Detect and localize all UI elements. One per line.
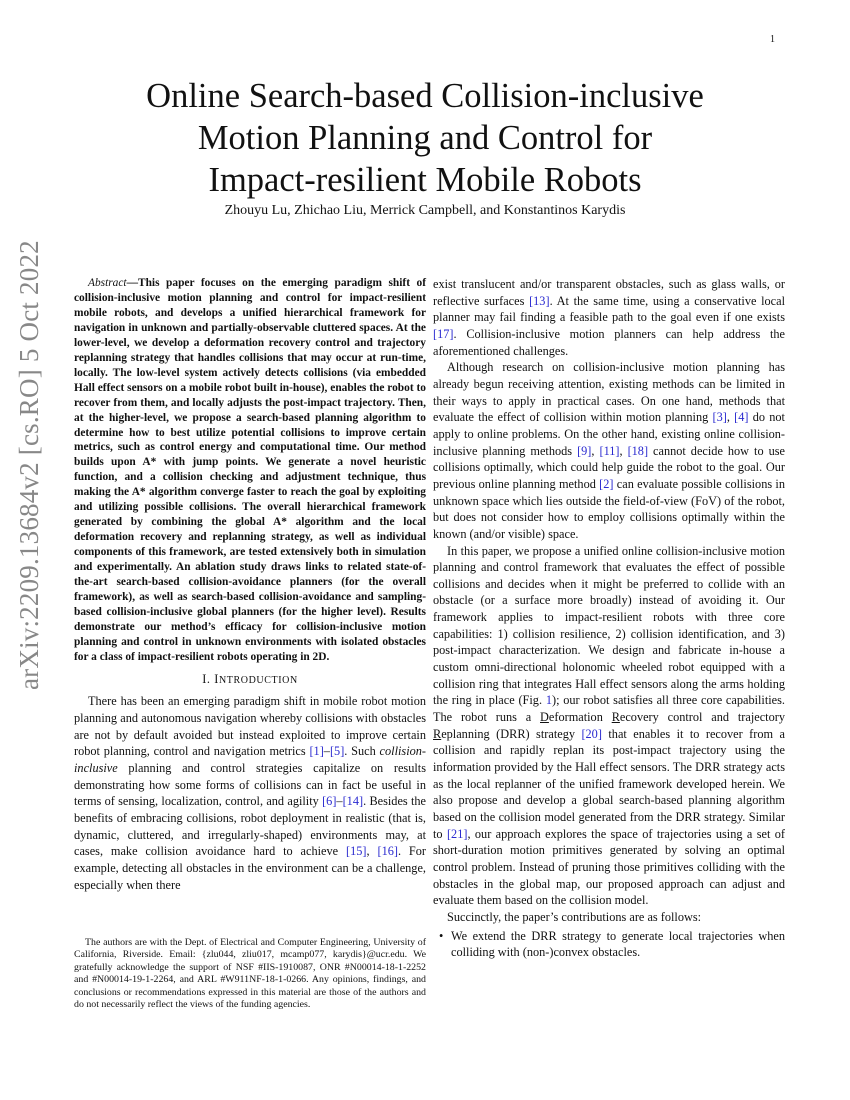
figure-reference-link[interactable]: 1 <box>545 693 552 708</box>
citation-link[interactable]: [14] <box>342 794 364 809</box>
text-run: . For example, detecting all obstacles in the environment can be a challenge, especially when there <box>74 844 427 892</box>
abstract-label: Abstract <box>88 277 127 289</box>
section-numeral: I. <box>202 671 215 686</box>
contribution-item: • We extend the DRR strategy to generate local trajectories when colliding with (non-)convex obstacles. <box>451 928 785 961</box>
text-run: In this paper, we propose a unified online collision-inclusive motion planning and control framework that evaluates the effect of possible collisions and decides when it might be preferred to collide with an obstacle (or a surface more broadly) instead of avoiding it. Our framework applies to impact-resilient robots with three core capabilities: 1) collision resilience, 2) collision identification, and 3) post-impact characterization. We design and fabricate in-house a custom omni-directional holonomic wheeled robot equipped with a collision ring that integrates Hall effect sensors along the arms holding the ring in place (Fig. <box>433 543 785 708</box>
footnote-text: The authors are with the Dept. of Electrical and Computer Engineering, University of California, Riverside. Email: {zlu044, zliu017, mcamp077, karydis}@ucr.edu. We gratefully acknowledge the support of NSF #IIS-1910087, ONR #N00014-18-1-2252 and #N00014-19-1-2264, and ARL #W911NF-18-1-0266. Any opinions, findings, and conclusions or recommendations expressed in this material are those of the authors and do not necessarily reflect the views of the funding agencies. <box>74 937 426 1011</box>
author-list: Zhouyu Lu, Zhichao Liu, Merrick Campbell, and Konstantinos Karydis <box>224 203 626 218</box>
abstract-text: —This paper focuses on the emerging paradigm shift of collision-inclusive motion planning and control for impact-resilient mobile robots, and develops a unified hierarchical framework for navigation in unknown and partially-observable cluttered spaces. At the lower-level, we develop a deformation recovery control and trajectory replanning strategy that handles collisions that may occur at run-time, locally. The low-level system actively detects collisions (via embedded Hall effect sensors on a mobile robot built in-house), enables the robot to recover from them, and locally adjusts the post-impact trajectory. Then, at the higher-level, we propose a search-based planning algorithm to determine how to best utilize potential collisions to improve certain metrics, such as control energy and computational time. Our method builds upon A* with jump points. We generate a novel heuristic function, and a collision checking and adjustment technique, thus making the A* algorithm converge faster to reach the goal by exploiting and utilizing possible collisions. The overall hierarchical framework generated by combining the global A* algorithm and the local deformation recovery and replanning strategy, as well as individual components of this framework, are tested extensively both in simulation and experimentally. An ablation study draws links to related state-of-the-art search-based collision-avoidance planners (for the overall framework), as well as search-based collision-avoidance and sampling-based collision-inclusive global planners (for the higher level). Results demonstrate our method’s efficacy for collision-inclusive motion planning and control in unknown environments with isolated obstacles for a class of impact-resilient robots operating in 2D. <box>74 277 426 663</box>
section-title-rest: NTRODUCTION <box>218 674 298 686</box>
text-run: – <box>323 744 330 759</box>
intro-paragraph-4: Succinctly, the paper’s contributions are as follows: <box>447 909 702 924</box>
citation-link[interactable]: [3] <box>712 410 727 425</box>
intro-paragraph-1 <box>74 693 426 893</box>
text-run: . At the same time, using a conservative local planner may fail finding a feasible path to the goal even if one exists <box>433 293 785 325</box>
citation-link[interactable]: [4] <box>734 410 749 425</box>
text-run: – <box>336 794 343 809</box>
acronym-letter: D <box>540 710 549 725</box>
citation-link[interactable]: [1] <box>309 744 324 759</box>
text-run: eformation <box>548 710 612 725</box>
title-line: Impact-resilient Mobile Robots <box>208 161 642 199</box>
page-number: 1 <box>770 34 775 45</box>
abstract <box>74 276 426 665</box>
footnote <box>74 937 426 1011</box>
text-run: planning and control strategies capitalize on results demonstrating how some forms of collisions can in fact be useful in terms of sensing, localization, control, and agility <box>74 761 426 809</box>
left-column <box>74 276 426 893</box>
text-run: do not apply to online problems. On the other hand, existing online collision-inclusive planning methods <box>433 410 785 458</box>
intro-paragraph-2 <box>433 359 785 542</box>
arxiv-identifier-stamp: arXiv:2209.13684v2 [cs.RO] 5 Oct 2022 <box>14 240 44 690</box>
intro-paragraph-3 <box>433 543 785 909</box>
acronym-letter: R <box>433 726 442 741</box>
emphasis-text: collision-inclusive <box>74 744 426 776</box>
text-run: , our approach explores the space of trajectories using a set of short-duration motion primitives generated by solving an optimal control problem. Instead of pruning those primitives colliding with the obstacles in the global map, our proposed approach can adjust and evaluate them based on the collision model. <box>433 826 785 908</box>
text-run: that enables it to recover from a collision and rapidly replan its post-impact trajectory using the information provided by the Hall effect sensors. The DRR strategy acts as the local replanner of the unified framework developed herein. We also propose and develop a global search-based planning algorithm based on the collision model generated from the DRR strategy. Similar to <box>433 726 785 841</box>
citation-link[interactable]: [9] <box>577 443 592 458</box>
text-run: ecovery control and trajectory <box>619 710 785 725</box>
text-run: , <box>366 844 378 859</box>
text-run: . Collision-inclusive motion planners can help address the aforementioned challenges. <box>433 326 785 358</box>
text-run: can evaluate possible collisions in unknown space which lies outside the field-of-view (FoV) of the robot, but does not consider how to employ collisions optimally within the known (and/or visible) space. <box>433 476 785 541</box>
text-run: . Besides the benefits of embracing collisions, robot deployment in realistic (that is, dynamic, cluttered, and irregularly-shaped) environments may, at cases, make collision avoidance hard to achieve <box>74 794 427 859</box>
section-heading-introduction <box>74 671 426 690</box>
citation-link[interactable]: [5] <box>329 744 345 759</box>
citation-link[interactable]: [17] <box>433 326 454 341</box>
text-run: cannot decide how to use collisions optimally, which could help guide the robot to the goal. Our previous online planning method <box>433 443 785 491</box>
text-run: There has been an emerging paradigm shift in mobile robot motion planning and autonomous navigation whereby collisions with obstacles are not by default avoided but instead exploited to improve certain robot planning, control and navigation metrics <box>74 694 426 759</box>
text-run: , <box>726 410 735 425</box>
text-run: , <box>619 443 628 458</box>
citation-link[interactable]: [21] <box>446 826 468 841</box>
text-run: ); our robot satisfies all three core capabilities. The robot runs a <box>433 693 786 725</box>
intro-paragraph-1-continued <box>433 276 785 359</box>
citation-link[interactable]: [2] <box>599 476 614 491</box>
title-line: Online Search-based Collision-inclusive <box>146 77 704 115</box>
section-first-letter: I <box>214 671 219 686</box>
text-run: eplanning (DRR) strategy <box>441 726 582 741</box>
text-run: exist translucent and/or transparent obstacles, such as glass walls, or reflective surfaces <box>433 277 785 308</box>
citation-link[interactable]: [20] <box>581 726 602 741</box>
citation-link[interactable]: [13] <box>529 293 550 308</box>
citation-link[interactable]: [15] <box>346 844 367 859</box>
citation-link[interactable]: [6] <box>322 794 337 809</box>
right-column <box>433 276 785 961</box>
paper-title <box>100 75 750 201</box>
citation-link[interactable]: [11] <box>599 443 620 458</box>
contributions-list <box>433 928 785 961</box>
title-line: Motion Planning and Control for <box>197 119 653 157</box>
text-run: Although research on collision-inclusive motion planning has already begun receiving attention, existing methods can be limited in their ways to apply in practical cases. On one hand, methods that evaluate the effect of collision within motion planning <box>433 360 785 425</box>
citation-link[interactable]: [18] <box>627 443 649 458</box>
acronym-letter: R <box>611 710 620 725</box>
text-run: , <box>591 443 600 458</box>
citation-link[interactable]: [16] <box>377 844 398 859</box>
text-run: . Such <box>344 744 380 759</box>
